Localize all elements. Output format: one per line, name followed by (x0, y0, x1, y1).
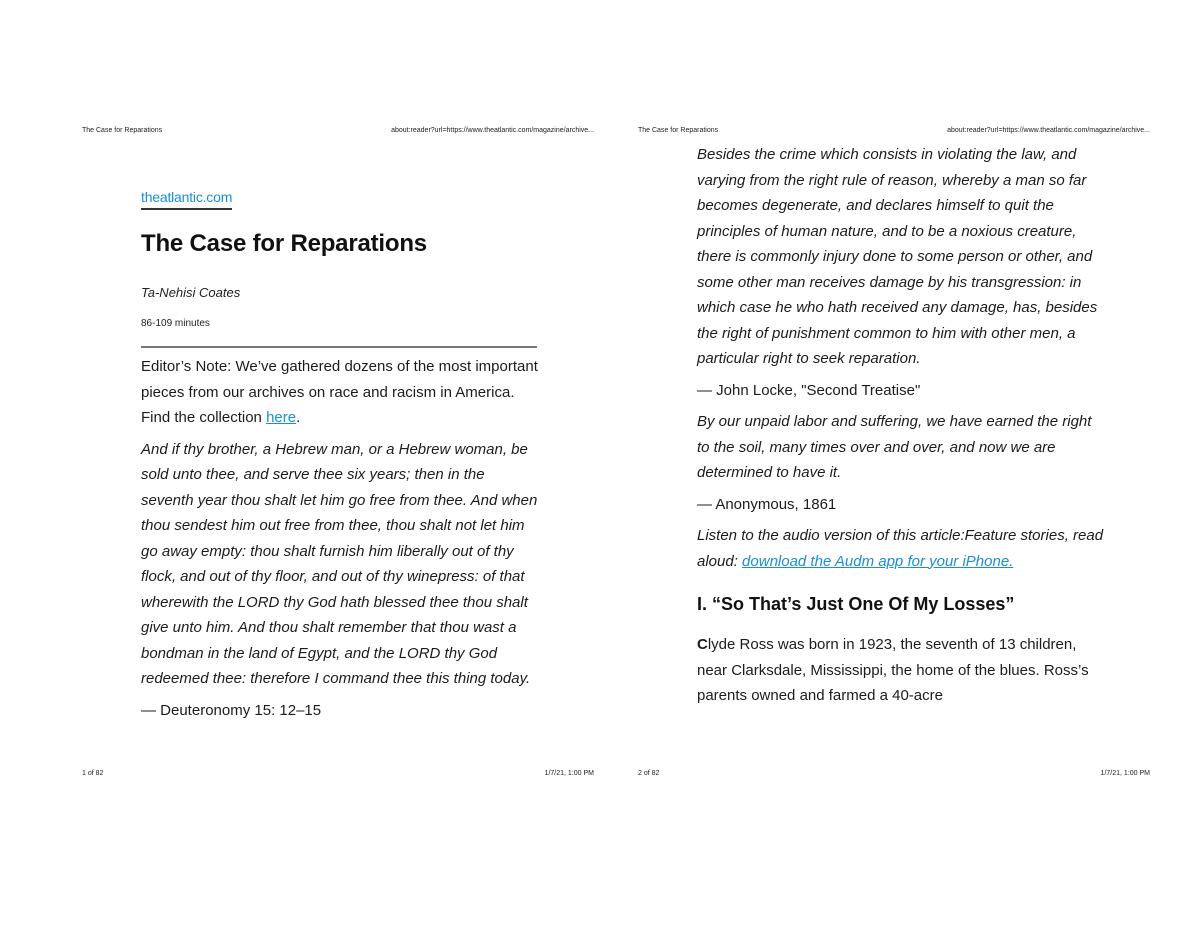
page-header-url: about:reader?url=https://www.theatlantic.com/magazine/archive... (391, 127, 594, 134)
drop-cap: C (697, 636, 708, 653)
print-date: 1/7/21, 1:00 PM (544, 770, 594, 777)
page-header-url: about:reader?url=https://www.theatlantic.com/magazine/archive... (947, 127, 1150, 134)
epigraph-locke: Besides the crime which consists in violating the law, and varying from the right rule of reason, whereby a man so far becomes degenerate, and declares himself to quit the principles of human nature, and to be a noxious creature, there is commonly injury done to some person or other, and some other man receives damage by his transgression: in which case he who hath received any damage, has, besides the right of punishment common to him with other men, a particular right to seek reparation. (697, 146, 1098, 367)
reading-time: 86-109 minutes (141, 318, 210, 329)
page-number: 2 of 82 (638, 770, 660, 777)
article-body-page-2 (697, 142, 1107, 709)
header-divider (141, 346, 537, 348)
audm-app-link[interactable]: download the Audm app for your iPhone. (742, 552, 1014, 570)
page-number: 1 of 82 (82, 770, 104, 777)
collection-link[interactable]: here (266, 409, 297, 426)
site-domain-link[interactable]: theatlantic.com (141, 189, 232, 210)
section-heading: I. “So That’s Just One Of My Losses” (697, 594, 1015, 614)
page-header-title: The Case for Reparations (638, 127, 719, 134)
print-page-2 (600, 0, 1200, 927)
article-title: The Case for Reparations (141, 230, 427, 257)
epigraph-locke-source: — John Locke, "Second Treatise" (697, 381, 921, 399)
epigraph-anonymous: By our unpaid labor and suffering, we have earned the right to the soil, many times over and over, and now we are determined to have it. (697, 413, 1092, 481)
epigraph-anonymous-source: — Anonymous, 1861 (697, 495, 837, 513)
section-body-paragraph: Clyde Ross was born in 1923, the seventh of 13 children, near Clarksdale, Mississippi, the home of the blues. Ross’s parents owned and farmed a 40-acre (697, 636, 1089, 704)
print-date: 1/7/21, 1:00 PM (1100, 770, 1150, 777)
article-body-page-1 (141, 354, 541, 723)
epigraph-deuteronomy: And if thy brother, a Hebrew man, or a Hebrew woman, be sold unto thee, and serve thee six years; then in the seventh year thou shalt let him go free from thee. And when thou sendest him out free from thee, thou shalt not let him go away empty: thou shalt furnish him liberally out of thy flock, and out of thy floor, and out of thy winepress: of that wherewith the LORD thy God hath blessed thee thou shalt give unto him. And thou shalt remember that thou wast a bondman in the land of Egypt, and the LORD thy God redeemed thee: therefore I command thee this thing today. (141, 440, 538, 687)
page-header-title: The Case for Reparations (82, 127, 163, 134)
audio-note: Listen to the audio version of this article:Feature stories, read aloud: download the Audm app for your iPhone. (697, 527, 1104, 570)
article-author: Ta-Nehisi Coates (141, 285, 241, 300)
epigraph-deuteronomy-source: — Deuteronomy 15: 12–15 (141, 701, 322, 719)
editors-note: Editor’s Note: We’ve gathered dozens of the most important pieces from our archives on race and racism in America. Find the collection here. (141, 358, 538, 426)
